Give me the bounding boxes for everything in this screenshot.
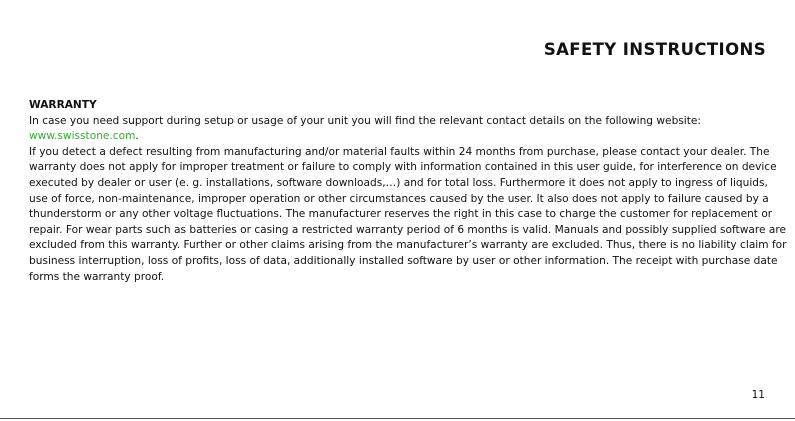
warranty-heading: WARRANTY [29, 99, 97, 111]
warranty-intro: In case you need support during setup or usage of your unit you will find the relevant contact details on the following website: [29, 114, 701, 127]
warranty-body-line: repair. For wear parts such as batteries or casing a restricted warranty period of 6 months is valid. Manuals and possibly supplied software are [29, 223, 786, 236]
website-link[interactable]: www.swisstone.com [29, 130, 136, 143]
warranty-body-line: excluded from this warranty. Further or other claims arising from the manufacturer’s warranty are excluded. Thus, there is no liability claim for [29, 239, 787, 252]
warranty-body-line: forms the warranty proof. [29, 270, 165, 283]
warranty-section [29, 98, 787, 285]
warranty-body-line: use of force, non-maintenance, improper operation or other circumstances caused by the user. It also does not apply to failure caused by a [29, 192, 769, 205]
warranty-body-line: business interruption, loss of profits, loss of data, additionally installed software by user or other information. The receipt with purchase date [29, 254, 778, 267]
page-number: 11 [751, 389, 765, 401]
warranty-body-line: executed by dealer or user (e. g. installations, software downloads,…) and for total loss. Furthermore it does not apply to ingress of liquids, [29, 176, 768, 189]
bottom-divider [0, 418, 795, 419]
warranty-body-line: thunderstorm or any other voltage fluctuations. The manufacturer reserves the right in this case to charge the customer for replacement or [29, 208, 773, 221]
website-line [29, 129, 769, 145]
website-suffix: . [135, 130, 139, 143]
warranty-body-line: warranty does not apply for improper treatment or failure to comply with information contained in this user guide, for interference on device [29, 161, 777, 174]
page-title: SAFETY INSTRUCTIONS [543, 40, 766, 59]
warranty-body-line: If you detect a defect resulting from manufacturing and/or material faults within 24 months from purchase, please contact your dealer. The [29, 145, 770, 158]
